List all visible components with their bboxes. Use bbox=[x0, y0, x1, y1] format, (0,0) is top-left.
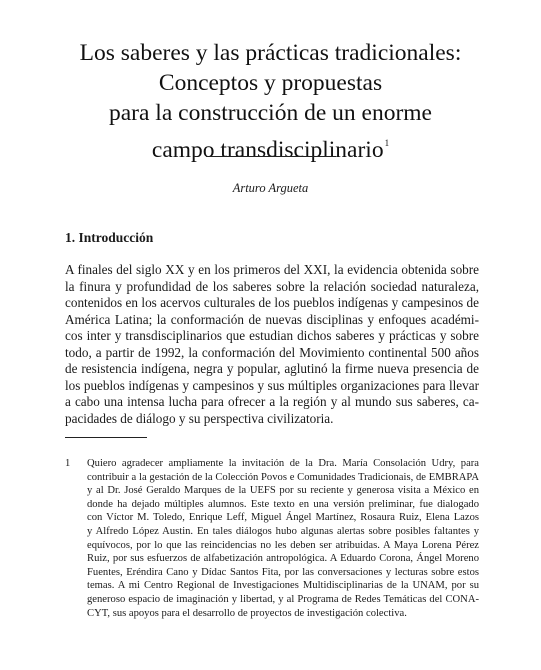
footnote-line: temas. A mi Centro Regional de Investigaciones Multidisciplinarias de la UNAM, por su bbox=[87, 580, 479, 592]
footnote-line: contribuir a la gestación de la Colección Povos e Comunidades Tradicionais, de EMBRAPA bbox=[87, 471, 479, 483]
title-line-3: para la construcción de un enorme bbox=[109, 100, 432, 126]
paragraph-line: todo, a partir de 1992, la conformación del Movimiento continental 500 años bbox=[65, 344, 479, 360]
paragraph-line: A finales del siglo XX y en los primeros del XXI, la evidencia obtenida sobre bbox=[65, 262, 479, 277]
footnote-line: Quiero agradecer ampliamente la invitación de la Dra. María Consolación Udry, para bbox=[87, 458, 479, 469]
footnote-line: y al Dr. José Geraldo Marques de la UEFS por su reciente y generosa visita a México en bbox=[87, 485, 479, 497]
paragraph-line: de resistencia indígena, negra y popular, aglutinó la firme nueva presencia de bbox=[65, 361, 479, 376]
footnote-line: CYT, sus apoyos para el desarrollo de proyectos de investigación colectiva. bbox=[87, 607, 407, 619]
title-line-4 bbox=[40, 128, 501, 165]
paragraph-line: a cabo una intensa lucha para ofrecer a la región y al mundo sus saberes, ca- bbox=[65, 394, 479, 409]
footnote-line: donde ha dejado múltiples alumnos. Este texto en una versión preliminar, fue dialogado bbox=[87, 498, 479, 510]
footnote-line: Ruiz, por sus esfuerzos de alfabetización antropológica. A Eduardo Corona, Ángel Moreno bbox=[87, 553, 479, 565]
paragraph-line: América Latina; la conformación de nuevas disciplinas y enfoques académi- bbox=[65, 311, 479, 327]
paragraph-line: contenidos en los acervos culturales de los pueblos indígenas y campesinos de bbox=[65, 295, 479, 310]
paragraph-line: pacidades de diálogo y su perspectiva civilizatoria. bbox=[65, 410, 334, 426]
author-name: Arturo Argueta bbox=[232, 181, 309, 195]
footnote-text bbox=[87, 457, 479, 620]
paper-title bbox=[40, 38, 501, 165]
title-line-4-text: campo transdisciplinario bbox=[151, 137, 384, 163]
title-line-1: Los saberes y las prácticas tradicionales: bbox=[79, 40, 462, 66]
title-underline bbox=[206, 156, 336, 157]
title-line-2: Conceptos y propuestas bbox=[158, 70, 383, 96]
footnote-line: y Alfredo López Austin. En tales diálogos hubo algunas alertas sobre posibles faltantes y bbox=[87, 525, 479, 537]
footnote-number: 1 bbox=[65, 458, 71, 469]
paragraph-line: la finura y profundidad de los saberes sobre la relación sociedad naturaleza, bbox=[65, 278, 479, 294]
footnote-line: Fuentes, Eréndira Cano y Dídac Santos Fita, por las conversaciones y lecturas sobre estos bbox=[87, 566, 479, 578]
title-footnote-marker[interactable]: 1 bbox=[384, 138, 390, 148]
paragraph-line: los pueblos indígenas y campesinos y sus múltiples organizaciones para llevar bbox=[65, 377, 479, 393]
footnote-line: con Víctor M. Toledo, Enrique Leff, Miguel Ángel Martínez, Rosaura Ruiz, Elena Lazos bbox=[87, 512, 479, 524]
footnote-divider bbox=[65, 437, 147, 438]
footnote-line: equívocos, por lo que las reincidencias no les deben ser atribuidas. A Maya Lorena Pérez bbox=[87, 539, 479, 551]
footnote-line: generoso espacio de imaginación y libertad, y al Programa de Redes Temáticas del CONA- bbox=[87, 593, 479, 605]
paragraph-line: cos inter y transdisciplinarios que estudian dichos saberes y prácticas y sobre bbox=[65, 328, 479, 343]
section-heading: 1. Introducción bbox=[65, 230, 154, 245]
intro-paragraph bbox=[65, 262, 479, 427]
